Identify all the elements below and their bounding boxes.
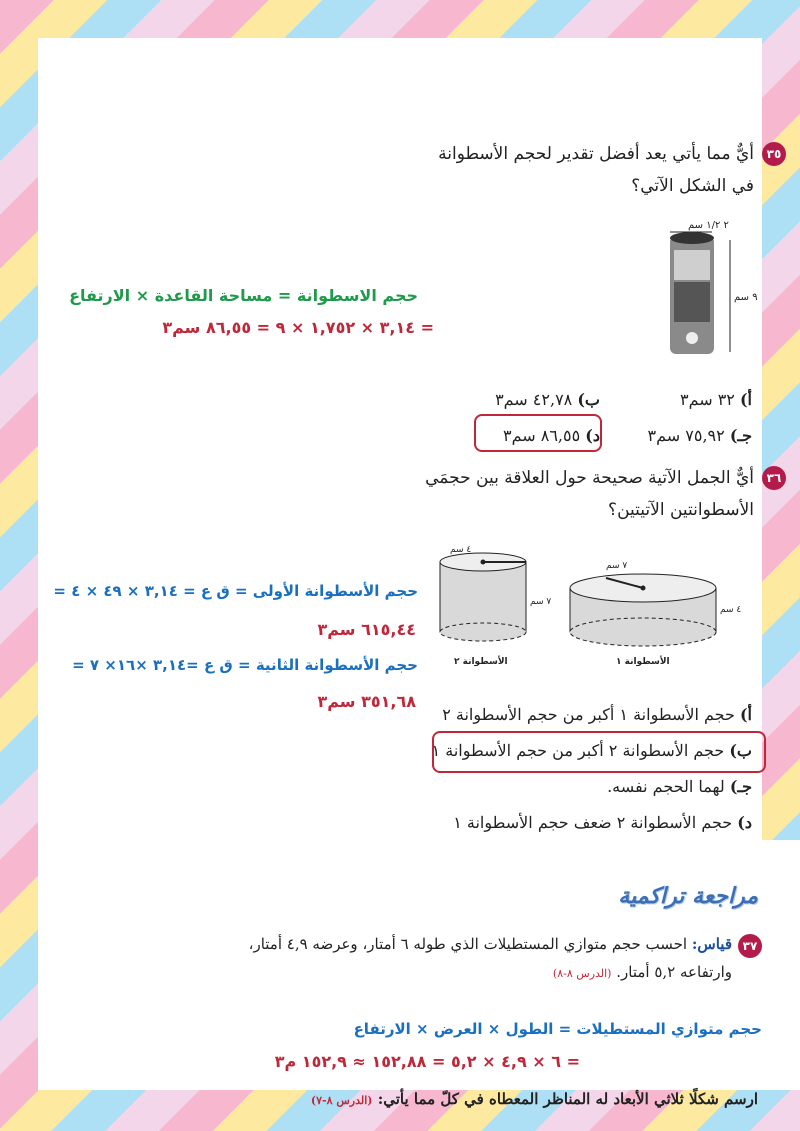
- q36-sol1-line1: حجم الأسطوانة الأولى = ق ع = ٣,١٤ × ٤٩ × ٤ =: [53, 582, 418, 600]
- q37-solution-line2: = ٦ × ٤,٩ × ٥,٢ = ١٥٢,٨٨ ≈ ١٥٢,٩ م٣: [274, 1052, 580, 1071]
- footer-instruction: ارسم شكلًا ثلاثي الأبعاد له المناظر المعطاه في كلّ مما يأتي: (الدرس ٨-٧): [310, 1090, 758, 1108]
- cylinder-1: [570, 561, 741, 667]
- q35-solution-line1: حجم الاسطوانة = مساحة القاعدة × الارتفاع: [69, 286, 418, 305]
- q35-option-c[interactable]: جـ) ٧٥,٩٢ سم٣: [647, 426, 752, 445]
- question-37-line1: قياس: احسب حجم متوازي المستطيلات الذي طوله ٦ أمتار، وعرضه ٤,٩ أمتار،: [248, 935, 732, 953]
- canister-stripe: [674, 282, 710, 322]
- question-35-line1: أيٌّ مما يأتي يعد أفضل تقدير لحجم الأسطوانة: [438, 144, 754, 164]
- cylinder-2-caption: الأسطوانة ٢: [454, 657, 508, 667]
- cylinder-1-radius-label: ٧ سم: [606, 561, 628, 571]
- q36-sol2-line2: ٣٥١,٦٨ سم٣: [317, 692, 416, 711]
- q35-answer-highlight: [474, 414, 602, 452]
- question-36-line2: الأسطوانتين الآتيتين؟: [608, 500, 754, 520]
- q37-solution-line1: حجم متوازي المستطيلات = الطول × العرض × الارتفاع: [353, 1020, 762, 1038]
- question-35-text: [334, 138, 754, 202]
- cylinders-figure: [430, 540, 750, 670]
- q35-option-b[interactable]: ب) ٤٢,٧٨ سم٣: [495, 390, 600, 409]
- question-37-text: [112, 930, 732, 988]
- q36-option-b[interactable]: ب) حجم الأسطوانة ٢ أكبر من حجم الأسطوانة ١: [431, 741, 752, 760]
- question-37-line2: وارتفاعه ٥,٢ أمتار. (الدرس ٨-٨): [552, 963, 732, 981]
- canister-label: [674, 250, 710, 280]
- question-35-line2: في الشكل الآتي؟: [631, 176, 754, 196]
- canister-height-label: ٩ سم: [734, 292, 758, 303]
- canister-width-label: ٢ ١/٢ سم: [688, 220, 729, 231]
- q35-option-d[interactable]: د) ٨٦,٥٥ سم٣: [503, 426, 600, 445]
- review-heading: مراجعة تراكمية: [618, 884, 758, 909]
- canister-button: [686, 332, 698, 344]
- question-37-lesson: (الدرس ٨-٨): [552, 967, 612, 980]
- question-35-number: ٣٥: [762, 142, 786, 166]
- question-36-text: [354, 462, 754, 526]
- cylinder-2: [440, 545, 551, 667]
- question-37-label: قياس:: [691, 935, 732, 953]
- q36-sol2-line1: حجم الأسطوانة الثانية = ق ع =٣,١٤ ×١٦× ٧ =: [72, 656, 418, 674]
- q35-solution-line2: = ٣,١٤ × ١,٧٥٢ × ٩ = ٨٦,٥٥ سم٣: [162, 318, 434, 337]
- q36-option-d[interactable]: د) حجم الأسطوانة ٢ ضعف حجم الأسطوانة ١: [453, 813, 752, 832]
- cylinder-1-caption: الأسطوانة ١: [616, 657, 670, 667]
- q36-option-c[interactable]: جـ) لهما الحجم نفسه.: [607, 777, 752, 796]
- q36-option-a[interactable]: أ) حجم الأسطوانة ١ أكبر من حجم الأسطوانة ٢: [442, 705, 752, 724]
- footer-lesson: (الدرس ٨-٧): [310, 1094, 373, 1107]
- q36-answer-highlight: [432, 731, 766, 773]
- question-36-number: ٣٦: [762, 466, 786, 490]
- question-36-line1: أيٌّ الجمل الآتية صحيحة حول العلاقة بين حجمَي: [425, 468, 754, 488]
- question-37-number: ٣٧: [738, 934, 762, 958]
- canister-lid: [670, 232, 714, 244]
- cylinder-1-height-label: ٤ سم: [720, 605, 742, 615]
- cylinder-2-height-label: ٧ سم: [530, 597, 552, 607]
- q36-sol1-line2: ٦١٥,٤٤ سم٣: [317, 620, 416, 639]
- q35-option-a[interactable]: أ) ٣٢ سم٣: [679, 390, 752, 409]
- cylinder-2-radius-label: ٤ سم: [450, 545, 472, 555]
- canister-figure: [660, 210, 780, 360]
